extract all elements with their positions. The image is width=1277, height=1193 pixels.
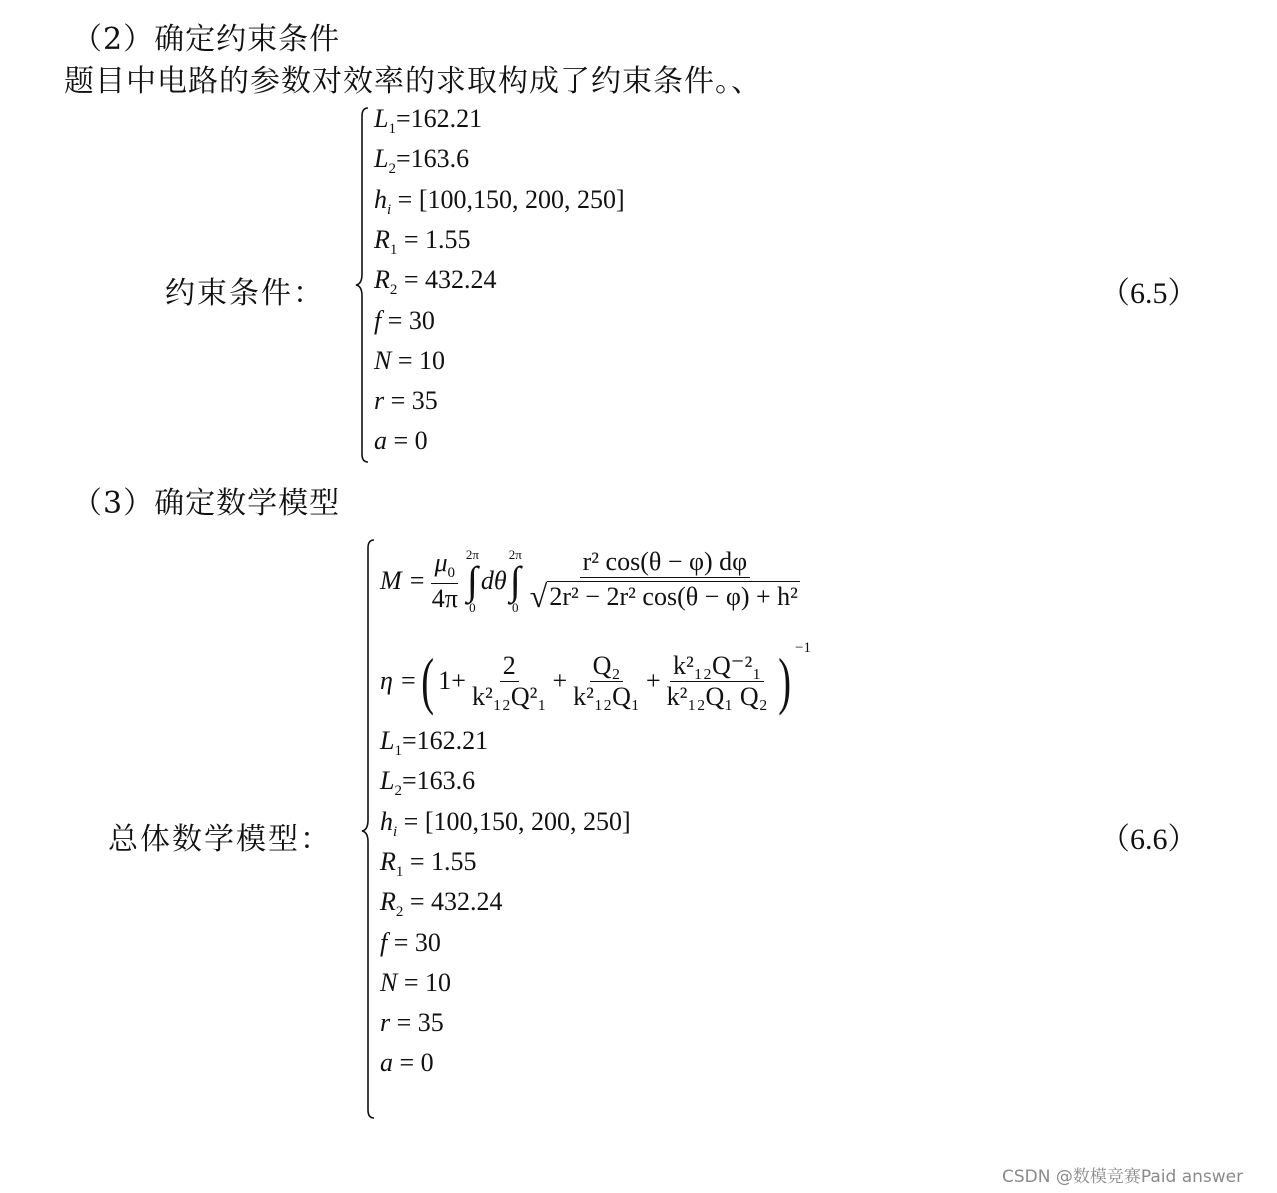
constraint-line-3 xyxy=(374,185,625,219)
variable: h xyxy=(374,184,387,214)
model-line-6 xyxy=(380,928,441,958)
constraint-line-1 xyxy=(374,104,482,138)
eta-term-3-num: k²₁₂Q⁻²₁ xyxy=(670,651,764,682)
value: = 1.55 xyxy=(403,846,477,876)
value: = [100,150, 200, 250] xyxy=(391,184,625,214)
constraint-line-2 xyxy=(374,144,469,178)
formula-mutual-inductance xyxy=(380,540,806,622)
variable: N xyxy=(380,967,398,997)
sqrt-expression xyxy=(530,578,800,615)
equation-number-6-6: （6.6） xyxy=(1100,823,1198,856)
section3-heading: （3）确定数学模型 xyxy=(72,486,341,521)
variable-subscript: 1 xyxy=(388,121,396,138)
coef-denominator: 4π xyxy=(431,583,458,613)
section2-heading: （2）确定约束条件 xyxy=(72,22,341,57)
eta-term-1-num: 2 xyxy=(500,651,519,682)
value: = 1.55 xyxy=(397,224,471,254)
variable: R xyxy=(380,846,396,876)
constraint-line-9 xyxy=(374,426,428,456)
variable: R xyxy=(374,265,390,295)
formula-m-coefficient xyxy=(429,548,461,613)
eta-term-1 xyxy=(469,651,550,712)
constraint-line-8 xyxy=(374,386,438,416)
value: = 432.24 xyxy=(397,265,497,295)
plus-sign: + xyxy=(645,666,661,695)
variable: f xyxy=(374,305,382,335)
model-line-1 xyxy=(380,726,488,760)
formula-m-main-fraction xyxy=(527,547,803,615)
integral-inner xyxy=(509,548,522,614)
constraint-lines-6-6 xyxy=(380,726,780,1086)
formula-efficiency xyxy=(380,636,811,726)
model-line-4 xyxy=(380,847,477,881)
variable: R xyxy=(374,224,390,254)
model-line-5 xyxy=(380,887,503,921)
value: = 35 xyxy=(384,386,438,416)
value: =162.21 xyxy=(395,104,483,133)
value: = 10 xyxy=(397,967,452,997)
variable: r xyxy=(374,386,385,416)
value: =163.6 xyxy=(401,766,476,796)
value: = [100,150, 200, 250] xyxy=(397,806,631,836)
variable: L xyxy=(380,726,395,755)
eta-term-2-num: Q₂ xyxy=(590,651,624,682)
integral-inner-lower: 0 xyxy=(511,600,519,615)
variable: a xyxy=(374,426,387,456)
variable-subscript: i xyxy=(387,201,392,218)
dtheta: dθ xyxy=(480,566,507,595)
formula-eta-lhs: η = xyxy=(380,666,417,695)
formula-m-lhs: M = xyxy=(380,566,426,595)
value: = 30 xyxy=(381,305,435,335)
model-line-9 xyxy=(380,1048,434,1078)
right-paren-icon: ) xyxy=(777,645,791,716)
mu-subscript: 0 xyxy=(447,565,456,582)
variable: L xyxy=(380,766,395,796)
variable: a xyxy=(380,1048,393,1078)
integral-outer-lower: 0 xyxy=(469,600,476,615)
constraints-label: 约束条件： xyxy=(165,276,325,311)
section2-paragraph: 题目中电路的参数对效率的求取构成了约束条件。、 xyxy=(64,64,762,99)
variable-subscript: 2 xyxy=(395,904,404,921)
constraint-line-7 xyxy=(374,346,445,376)
variable: f xyxy=(380,927,388,957)
variable: h xyxy=(380,806,393,836)
integral-outer xyxy=(466,548,479,614)
value: = 0 xyxy=(393,1048,434,1078)
equation-number-6-5: （6.5） xyxy=(1100,277,1198,310)
variable-subscript: 2 xyxy=(394,783,402,800)
variable-subscript: 2 xyxy=(388,161,396,178)
variable: L xyxy=(374,144,389,174)
left-brace-6-5 xyxy=(352,106,372,464)
value: =163.6 xyxy=(395,144,470,174)
variable-subscript: 1 xyxy=(389,242,398,259)
constraint-line-5 xyxy=(374,265,497,299)
integral-inner-icon: ∫ xyxy=(509,558,521,603)
left-paren-icon: ( xyxy=(421,645,435,716)
variable-subscript: 1 xyxy=(395,864,404,881)
model-line-8 xyxy=(380,1008,444,1038)
variable-subscript: 2 xyxy=(389,282,398,299)
integral-inner-upper: 2π xyxy=(508,547,522,562)
value: = 432.24 xyxy=(403,887,503,917)
variable-subscript: i xyxy=(393,823,398,840)
one-plus: 1+ xyxy=(438,666,466,695)
model-line-3 xyxy=(380,807,631,841)
constraint-line-6 xyxy=(374,306,435,336)
eta-exponent: −1 xyxy=(795,640,811,656)
variable: R xyxy=(380,887,396,917)
eta-term-3-den: k²₁₂Q₁ Q₂ xyxy=(666,681,768,711)
integral-outer-icon: ∫ xyxy=(466,558,478,603)
value: =162.21 xyxy=(401,726,489,755)
csdn-watermark: CSDN @数模竞赛Paid answer xyxy=(1002,1167,1244,1187)
left-brace-6-6 xyxy=(358,538,378,1122)
variable: r xyxy=(380,1008,391,1038)
model-line-2 xyxy=(380,766,475,800)
variable: N xyxy=(374,345,392,375)
integral-outer-upper: 2π xyxy=(465,547,479,562)
value: = 10 xyxy=(391,345,446,375)
constraint-line-4 xyxy=(374,225,471,259)
mu-symbol: μ xyxy=(434,548,448,578)
formula-m-numerator: r² cos(θ − φ) dφ xyxy=(580,547,751,578)
eta-term-3 xyxy=(664,651,771,712)
value: = 30 xyxy=(387,927,441,957)
eta-term-2-den: k²₁₂Q₁ xyxy=(573,681,640,711)
eta-term-1-den: k²₁₂Q²₁ xyxy=(471,681,547,711)
value: = 0 xyxy=(387,426,428,456)
formula-m-denominator: 2r² − 2r² cos(θ − φ) + h² xyxy=(549,582,798,611)
variable: L xyxy=(374,104,389,133)
sqrt-icon: √ xyxy=(529,578,548,615)
model-line-7 xyxy=(380,968,451,998)
variable-subscript: 1 xyxy=(394,743,402,760)
eta-term-2 xyxy=(570,651,643,712)
constraint-lines-6-5 xyxy=(374,104,774,464)
model-label: 总体数学模型： xyxy=(108,822,332,857)
plus-sign: + xyxy=(552,666,568,695)
value: = 35 xyxy=(390,1008,444,1038)
